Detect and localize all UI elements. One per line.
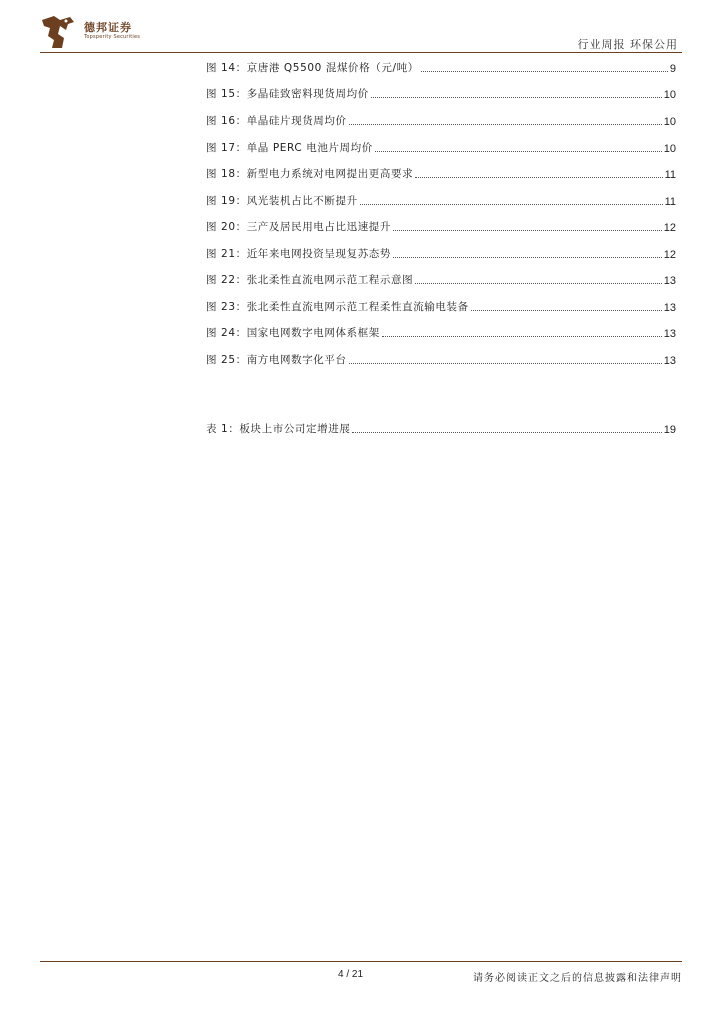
brand-name-cn: 德邦证券 <box>84 21 132 34</box>
toc-leader-dots <box>371 96 662 98</box>
toc-leader-dots <box>375 150 662 152</box>
toc-entry[interactable] <box>206 220 676 234</box>
toc-entry-page: 10 <box>663 143 676 155</box>
toc-entry-page: 10 <box>663 89 676 101</box>
report-type: 行业周报 环保公用 <box>577 38 678 51</box>
toc-entry[interactable] <box>206 114 676 128</box>
page-header <box>0 0 724 56</box>
toc-entry-label: 图 18：新型电力系统对电网提出更高要求 <box>206 168 414 180</box>
toc-entry-label: 图 15：多晶硅致密料现货周均价 <box>206 88 369 100</box>
footer-divider <box>40 961 682 962</box>
toc-entry-page: 10 <box>663 116 676 128</box>
toc-entry[interactable] <box>206 247 676 261</box>
toc-entry-label: 图 14：京唐港 Q5500 混煤价格（元/吨） <box>206 62 419 74</box>
toc-entry[interactable] <box>206 141 676 155</box>
toc-entry-page: 13 <box>663 302 676 314</box>
toc-entry-label: 图 21：近年来电网投资呈现复苏态势 <box>206 248 391 260</box>
toc-entry[interactable] <box>206 353 676 367</box>
toc-entry-page: 13 <box>663 355 676 367</box>
toc-entry-page: 11 <box>664 169 676 181</box>
toc-entry-label: 图 19：风光装机占比不断提升 <box>206 195 358 207</box>
toc-entry-page: 9 <box>669 63 676 75</box>
toc-leader-dots <box>393 256 662 258</box>
toc-leader-dots <box>349 123 662 125</box>
toc-entry-page: 11 <box>664 196 676 208</box>
toc-leader-dots <box>421 70 668 72</box>
toc-entry-page: 13 <box>663 275 676 287</box>
toc-entry[interactable] <box>206 87 676 101</box>
toc-entry-label: 图 25：南方电网数字化平台 <box>206 354 347 366</box>
toc-entry-label: 图 16：单晶硅片现货周均价 <box>206 115 347 127</box>
toc-leader-dots <box>352 431 661 433</box>
toc-entry-page: 12 <box>663 249 676 261</box>
toc-leader-dots <box>382 335 662 337</box>
toc-entry[interactable] <box>206 422 676 436</box>
toc-leader-dots <box>360 203 663 205</box>
toc-leader-dots <box>471 309 662 311</box>
topsperity-logo-icon <box>40 14 76 50</box>
toc-entry[interactable] <box>206 300 676 314</box>
toc-entry-label: 图 23：张北柔性直流电网示范工程柔性直流输电装备 <box>206 301 469 313</box>
toc-entry[interactable] <box>206 167 676 181</box>
toc-leader-dots <box>415 176 662 178</box>
header-divider <box>40 52 682 53</box>
toc-entry-page: 13 <box>663 328 676 340</box>
toc-entry-label: 表 1：板块上市公司定增进展 <box>206 423 351 435</box>
toc-entry-page: 19 <box>663 424 676 436</box>
toc-entry-label: 图 22：张北柔性直流电网示范工程示意图 <box>206 274 414 286</box>
toc-entry-label: 图 24：国家电网数字电网体系框架 <box>206 327 380 339</box>
page-number: 4 / 21 <box>338 969 364 980</box>
toc-entry[interactable] <box>206 326 676 340</box>
toc-entry-page: 12 <box>663 222 676 234</box>
footer-disclaimer: 请务必阅读正文之后的信息披露和法律声明 <box>473 973 682 984</box>
toc-entry-label: 图 17：单晶 PERC 电池片周均价 <box>206 142 373 154</box>
toc-entry-label: 图 20：三产及居民用电占比迅速提升 <box>206 221 391 233</box>
toc-leader-dots <box>415 282 662 284</box>
toc-leader-dots <box>393 229 662 231</box>
toc-leader-dots <box>349 362 662 364</box>
toc-entry[interactable] <box>206 194 676 208</box>
brand-name-en: Topsperity Securities <box>84 34 141 40</box>
toc-entry[interactable] <box>206 61 676 75</box>
toc-entry[interactable] <box>206 273 676 287</box>
